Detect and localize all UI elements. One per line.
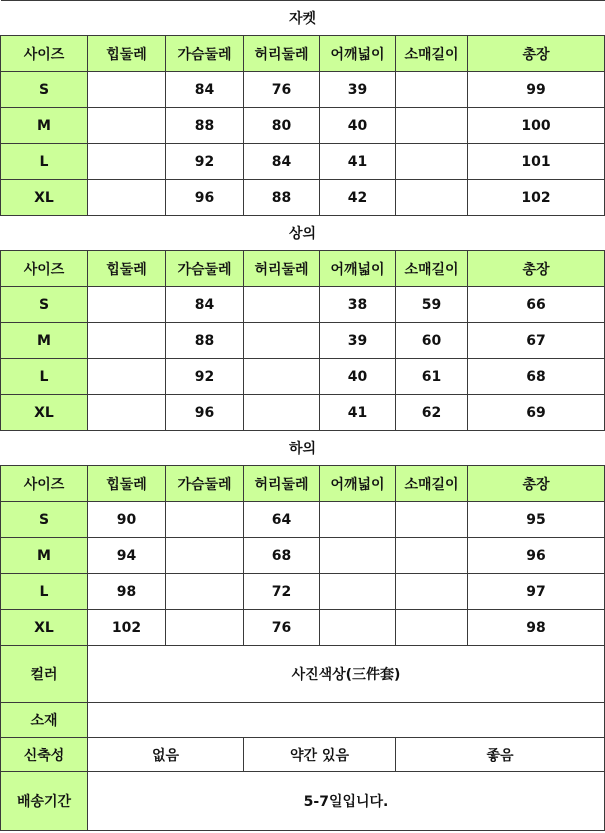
- table-row: [1, 610, 605, 646]
- material-row: [1, 703, 605, 738]
- measure-cell: 84: [166, 72, 244, 108]
- measure-cell: [396, 538, 468, 574]
- table-row: [1, 144, 605, 180]
- column-header: 사이즈: [1, 466, 88, 502]
- measure-cell: 69: [468, 395, 605, 431]
- measure-cell: [396, 610, 468, 646]
- measure-cell: 88: [166, 108, 244, 144]
- measure-cell: [244, 287, 320, 323]
- measure-cell: 40: [320, 108, 396, 144]
- measure-cell: [88, 359, 166, 395]
- size-label: L: [1, 359, 88, 395]
- measure-cell: 62: [396, 395, 468, 431]
- measure-cell: 99: [468, 72, 605, 108]
- column-header-row: [1, 466, 605, 502]
- measure-cell: 60: [396, 323, 468, 359]
- measure-cell: [320, 574, 396, 610]
- column-header: 힙둘레: [88, 466, 166, 502]
- measure-cell: [320, 502, 396, 538]
- measure-cell: [166, 502, 244, 538]
- measure-cell: [396, 574, 468, 610]
- measure-cell: 41: [320, 395, 396, 431]
- table-row: [1, 287, 605, 323]
- column-header: 가슴둘레: [166, 466, 244, 502]
- measure-cell: 84: [244, 144, 320, 180]
- table-row: [1, 574, 605, 610]
- measure-cell: [244, 323, 320, 359]
- measure-cell: 97: [468, 574, 605, 610]
- column-header: 허리둘레: [244, 251, 320, 287]
- stretch-option: 약간 있음: [244, 738, 396, 772]
- column-header: 어깨넓이: [320, 36, 396, 72]
- size-label: S: [1, 287, 88, 323]
- measure-cell: [88, 180, 166, 216]
- measure-cell: [244, 359, 320, 395]
- column-header: 총장: [468, 36, 605, 72]
- measure-cell: 68: [244, 538, 320, 574]
- size-label: M: [1, 323, 88, 359]
- column-header: 소매길이: [396, 36, 468, 72]
- measure-cell: [396, 144, 468, 180]
- column-header: 가슴둘레: [166, 36, 244, 72]
- measure-cell: 84: [166, 287, 244, 323]
- measure-cell: 90: [88, 502, 166, 538]
- material-label: 소재: [1, 703, 88, 738]
- section-title: 하의: [1, 431, 605, 466]
- column-header: 허리둘레: [244, 36, 320, 72]
- color-row: [1, 646, 605, 703]
- material-value: [88, 703, 605, 738]
- column-header: 총장: [468, 466, 605, 502]
- column-header: 어깨넓이: [320, 251, 396, 287]
- column-header: 가슴둘레: [166, 251, 244, 287]
- measure-cell: [320, 538, 396, 574]
- measure-cell: 64: [244, 502, 320, 538]
- section-title: 상의: [1, 216, 605, 251]
- measure-cell: 67: [468, 323, 605, 359]
- measure-cell: [166, 538, 244, 574]
- section-title-row: [1, 431, 605, 466]
- measure-cell: [166, 610, 244, 646]
- measure-cell: 100: [468, 108, 605, 144]
- shipping-value: 5-7일입니다.: [88, 772, 605, 831]
- column-header: 사이즈: [1, 36, 88, 72]
- measure-cell: [166, 574, 244, 610]
- section-title: 자켓: [1, 1, 605, 36]
- table-row: [1, 538, 605, 574]
- size-label: S: [1, 502, 88, 538]
- measure-cell: [396, 108, 468, 144]
- column-header: 사이즈: [1, 251, 88, 287]
- stretch-option: 좋음: [396, 738, 605, 772]
- table-row: [1, 323, 605, 359]
- table-row: [1, 359, 605, 395]
- measure-cell: 39: [320, 72, 396, 108]
- measure-cell: 59: [396, 287, 468, 323]
- measure-cell: 92: [166, 144, 244, 180]
- color-value: 사진색상(三件套): [88, 646, 605, 703]
- shipping-row: [1, 772, 605, 831]
- measure-cell: [244, 395, 320, 431]
- size-label: S: [1, 72, 88, 108]
- column-header: 힙둘레: [88, 251, 166, 287]
- measure-cell: [88, 287, 166, 323]
- size-label: XL: [1, 180, 88, 216]
- measure-cell: 38: [320, 287, 396, 323]
- measure-cell: 102: [88, 610, 166, 646]
- measure-cell: 40: [320, 359, 396, 395]
- table-row: [1, 395, 605, 431]
- measure-cell: [396, 502, 468, 538]
- column-header: 힙둘레: [88, 36, 166, 72]
- measure-cell: 98: [88, 574, 166, 610]
- measure-cell: 61: [396, 359, 468, 395]
- measure-cell: 39: [320, 323, 396, 359]
- measure-cell: 96: [166, 395, 244, 431]
- measure-cell: 76: [244, 72, 320, 108]
- measure-cell: 88: [166, 323, 244, 359]
- measure-cell: 94: [88, 538, 166, 574]
- measure-cell: 42: [320, 180, 396, 216]
- measure-cell: 76: [244, 610, 320, 646]
- shipping-label: 배송기간: [1, 772, 88, 831]
- measure-cell: [88, 108, 166, 144]
- measure-cell: 92: [166, 359, 244, 395]
- column-header-row: [1, 36, 605, 72]
- size-label: XL: [1, 395, 88, 431]
- table-row: [1, 108, 605, 144]
- measure-cell: [88, 395, 166, 431]
- table-row: [1, 72, 605, 108]
- measure-cell: [88, 144, 166, 180]
- measure-cell: 95: [468, 502, 605, 538]
- measure-cell: [88, 72, 166, 108]
- color-label: 컬러: [1, 646, 88, 703]
- measure-cell: 41: [320, 144, 396, 180]
- measure-cell: 102: [468, 180, 605, 216]
- size-label: L: [1, 574, 88, 610]
- stretch-option: 없음: [88, 738, 244, 772]
- measure-cell: 66: [468, 287, 605, 323]
- measure-cell: 72: [244, 574, 320, 610]
- column-header: 허리둘레: [244, 466, 320, 502]
- stretch-row: [1, 738, 605, 772]
- measure-cell: [396, 180, 468, 216]
- column-header: 소매길이: [396, 251, 468, 287]
- section-title-row: [1, 1, 605, 36]
- section-title-row: [1, 216, 605, 251]
- column-header: 어깨넓이: [320, 466, 396, 502]
- size-table-body: [1, 1, 605, 831]
- measure-cell: 98: [468, 610, 605, 646]
- measure-cell: 96: [468, 538, 605, 574]
- column-header: 총장: [468, 251, 605, 287]
- measure-cell: 80: [244, 108, 320, 144]
- size-label: M: [1, 538, 88, 574]
- column-header: 소매길이: [396, 466, 468, 502]
- stretch-label: 신축성: [1, 738, 88, 772]
- measure-cell: 101: [468, 144, 605, 180]
- size-label: XL: [1, 610, 88, 646]
- measure-cell: 68: [468, 359, 605, 395]
- measure-cell: 96: [166, 180, 244, 216]
- measure-cell: [320, 610, 396, 646]
- table-row: [1, 502, 605, 538]
- measure-cell: 88: [244, 180, 320, 216]
- column-header-row: [1, 251, 605, 287]
- size-label: M: [1, 108, 88, 144]
- measure-cell: [396, 72, 468, 108]
- table-row: [1, 180, 605, 216]
- size-label: L: [1, 144, 88, 180]
- measure-cell: [88, 323, 166, 359]
